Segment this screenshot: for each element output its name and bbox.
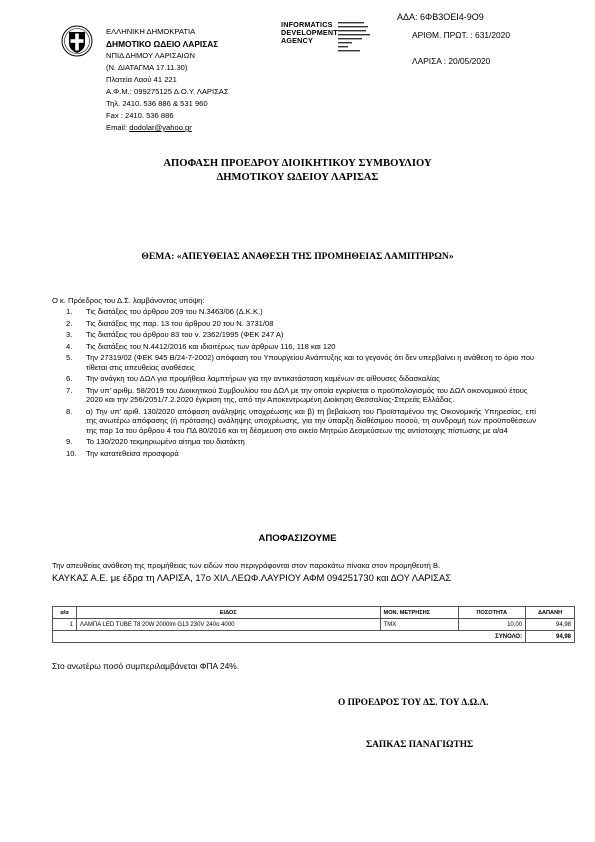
decision-heading: ΑΠΟΦΑΣΙΖΟΥΜΕ: [258, 533, 337, 544]
col-header-aa: α/α: [53, 607, 77, 619]
org-line-1: ΕΛΛΗΝΙΚΗ ΔΗΜΟΚΡΑΤΙΑ: [106, 27, 196, 36]
subject-line: ΘΕΜΑ: «ΑΠΕΥΘΕΙΑΣ ΑΝΑΘΕΣΗ ΤΗΣ ΠΡΟΜΗΘΕΙΑΣ ΛΑΜΠΤΗΡΩΝ»: [141, 251, 454, 262]
table-total-row: [53, 631, 575, 643]
col-header-cost: ΔΑΠΑΝΗ: [526, 607, 575, 619]
list-item: 4. Τις διατάξεις του Ν.4412/2016 και ιδιαιτέρως των άρθρων 116, 118 και 120: [66, 341, 336, 351]
org-line-4: (Ν. ΔΙΑΤΑΓΜΑ 17.11.30): [106, 63, 188, 72]
list-item: 8. α) Την υπ' αριθ. 130/2020 απόφαση ανάληψης υποχρέωσης και β) τη βεβαίωση του Προϊσταμένου της Οικονομικής Υπηρεσίας, επί της ανωτέρω απόφασης (ή πρότασης) ανάληψης υποχρέωσης, για την ύπαρξη διαθέσιμου ποσού, τη συνδρομή των προϋποθέσεων της παρ 1α του άρθρου 4 του ΠΔ 80/2016 και τη δέσμευση στο οικείο Μητρώο Δεσμεύσεων της αντίστοιχης πίστωσης με α/α4: [66, 406, 536, 435]
goods-table: [52, 606, 575, 643]
total-label: ΣΥΝΟΛΟ:: [53, 631, 526, 643]
list-item: 1. Τις διατάξεις του άρθρου 209 του Ν.3463/06 (Δ.Κ.Κ.): [66, 307, 263, 316]
ida-logo: [281, 21, 338, 45]
ida-logo-line-1: INFORMATICS: [281, 20, 333, 29]
decision-title-line-1: ΑΠΟΦΑΣΗ ΠΡΟΕΔΡΟΥ ΔΙΟΙΚΗΤΙΚΟΥ ΣΥΜΒΟΥΛΙΟΥ: [163, 158, 432, 169]
cell-unit: ΤΜΧ: [380, 619, 458, 631]
list-item: 2. Τις διατάξεις της παρ. 13 του άρθρου 20 του Ν. 3731/08: [66, 318, 274, 328]
decision-text-line-2: ΚΑΥΚΑΣ Α.Ε. με έδρα τη ΛΑΡΙΣΑ, 17ο ΧΙΛ.ΛΕΩΦ.ΛΑΥΡΙΟΥ ΑΦΜ 094251730 και ΔΟΥ ΛΑΡΙΣΑΣ: [52, 572, 452, 583]
org-line-3: ΝΠΙΔ ΔΗΜΟΥ ΛΑΡΙΣΑΙΩΝ: [106, 51, 195, 60]
cell-cost: 94,98: [526, 619, 575, 631]
decision-title-line-2: ΔΗΜΟΤΙΚΟΥ ΩΔΕΙΟΥ ΛΑΡΙΣΑΣ: [216, 172, 379, 183]
vat-note: Στο ανωτέρω ποσό συμπεριλαμβάνεται ΦΠΑ 24%.: [52, 661, 240, 671]
col-header-quantity: ΠΟΣΟΤΗΤΑ: [458, 607, 526, 619]
cell-aa: 1: [53, 619, 77, 631]
decision-text-line-1: Την απευθείας ανάθεση της προμήθειας των ειδών που περιγράφονται στον παρακάτω πίνακα στον προμηθευτή Β.: [52, 561, 441, 570]
cell-item: ΛΑΜΠΑ LED TUBE T8 20W 2000lm G13 230V 240o 4000: [76, 619, 380, 631]
org-line-6: Α.Φ.Μ.: 099275125 Δ.Ο.Υ. ΛΑΡΙΣΑΣ: [106, 87, 229, 96]
email-link[interactable]: dodolar@yahoo.gr: [129, 123, 192, 132]
ada-code: ΑΔΑ: 6ΦΒ3ΟΕΙ4-9Ο9: [397, 12, 484, 22]
org-line-7: Τηλ. 2410. 536 886 & 531 960: [106, 99, 208, 108]
org-line-2: ΔΗΜΟΤΙΚΟ ΩΔΕΙΟ ΛΑΡΙΣΑΣ: [106, 39, 219, 49]
list-item: 7. Την υπ' αριθμ. 58/2019 του Διοικητικού Συμβουλίου του ΔΩΛ με την οποία εγκρίνεται ο προϋπολογισμός του ΔΩΛ οικονομικού έτους 2020 και την 256/2051/7.2.2020 έγκριση της, από την Αποκεντρωμένη Διοίκηση Θεσσαλίας-Στερεάς Ελλάδας.: [66, 385, 528, 404]
email-label: Email:: [106, 123, 130, 132]
ida-logo-fineprint-icon: [338, 21, 378, 57]
signature-name: ΣΑΠΚΑΣ ΠΑΝΑΓΙΩΤΗΣ: [366, 740, 474, 750]
place-date: ΛΑΡΙΣΑ : 20/05/2020: [412, 56, 491, 66]
table-header-row: [53, 607, 575, 619]
total-value: 94,98: [526, 631, 575, 643]
org-block: [106, 26, 229, 134]
org-line-8: Fax : 2410. 536 886: [106, 111, 174, 120]
list-item: 10. Την κατατεθείσα προσφορά: [66, 448, 179, 458]
list-item: 9. Το 130/2020 τεκμηριωμένο αίτημα του διατάκτη: [66, 437, 245, 446]
cell-quantity: 10,00: [458, 619, 526, 631]
ida-logo-line-2: DEVELOPMENT: [281, 28, 338, 37]
list-item: 5. Την 27319/02 (ΦΕΚ 945 Β/24-7-2002) απόφαση του Υπουργείου Ανάπτυξης και το γεγονός ότι δεν υπερβαίνει η ανάθεση το όριο που τίθεται στις απευθείας αναθέσεις: [66, 353, 535, 372]
col-header-unit: ΜΟΝ. ΜΕΤΡΗΣΗΣ: [380, 607, 458, 619]
signature-role: Ο ΠΡΟΕΔΡΟΣ ΤΟΥ ΔΣ. ΤΟΥ Δ.Ω.Λ.: [338, 698, 489, 708]
col-header-item: ΕΙΔΟΣ: [76, 607, 380, 619]
table-row: [53, 619, 575, 631]
intro-text: Ο κ. Πρόεδρος του Δ.Σ. λαμβάνοντας υπόψη:: [52, 296, 205, 305]
considerations-list: [66, 307, 536, 460]
protocol-number: ΑΡΙΘΜ. ΠΡΩΤ. : 631/2020: [412, 30, 510, 40]
ida-logo-line-3: AGENCY: [281, 36, 313, 45]
list-item: 6. Την ανάγκη του ΔΩΛ για προμήθεια λαμπτήρων για την αντικατάσταση καμένων σε αίθουσες διδασκαλίας: [66, 374, 440, 383]
greek-emblem-icon: [60, 24, 94, 58]
list-item: 3. Τις διατάξεις του άρθρου 83 του ν. 2362/1995 (ΦΕΚ 247 Α): [66, 330, 284, 339]
org-line-5: Πλατεία Λαού 41 221: [106, 75, 177, 84]
email-line: [106, 122, 229, 134]
